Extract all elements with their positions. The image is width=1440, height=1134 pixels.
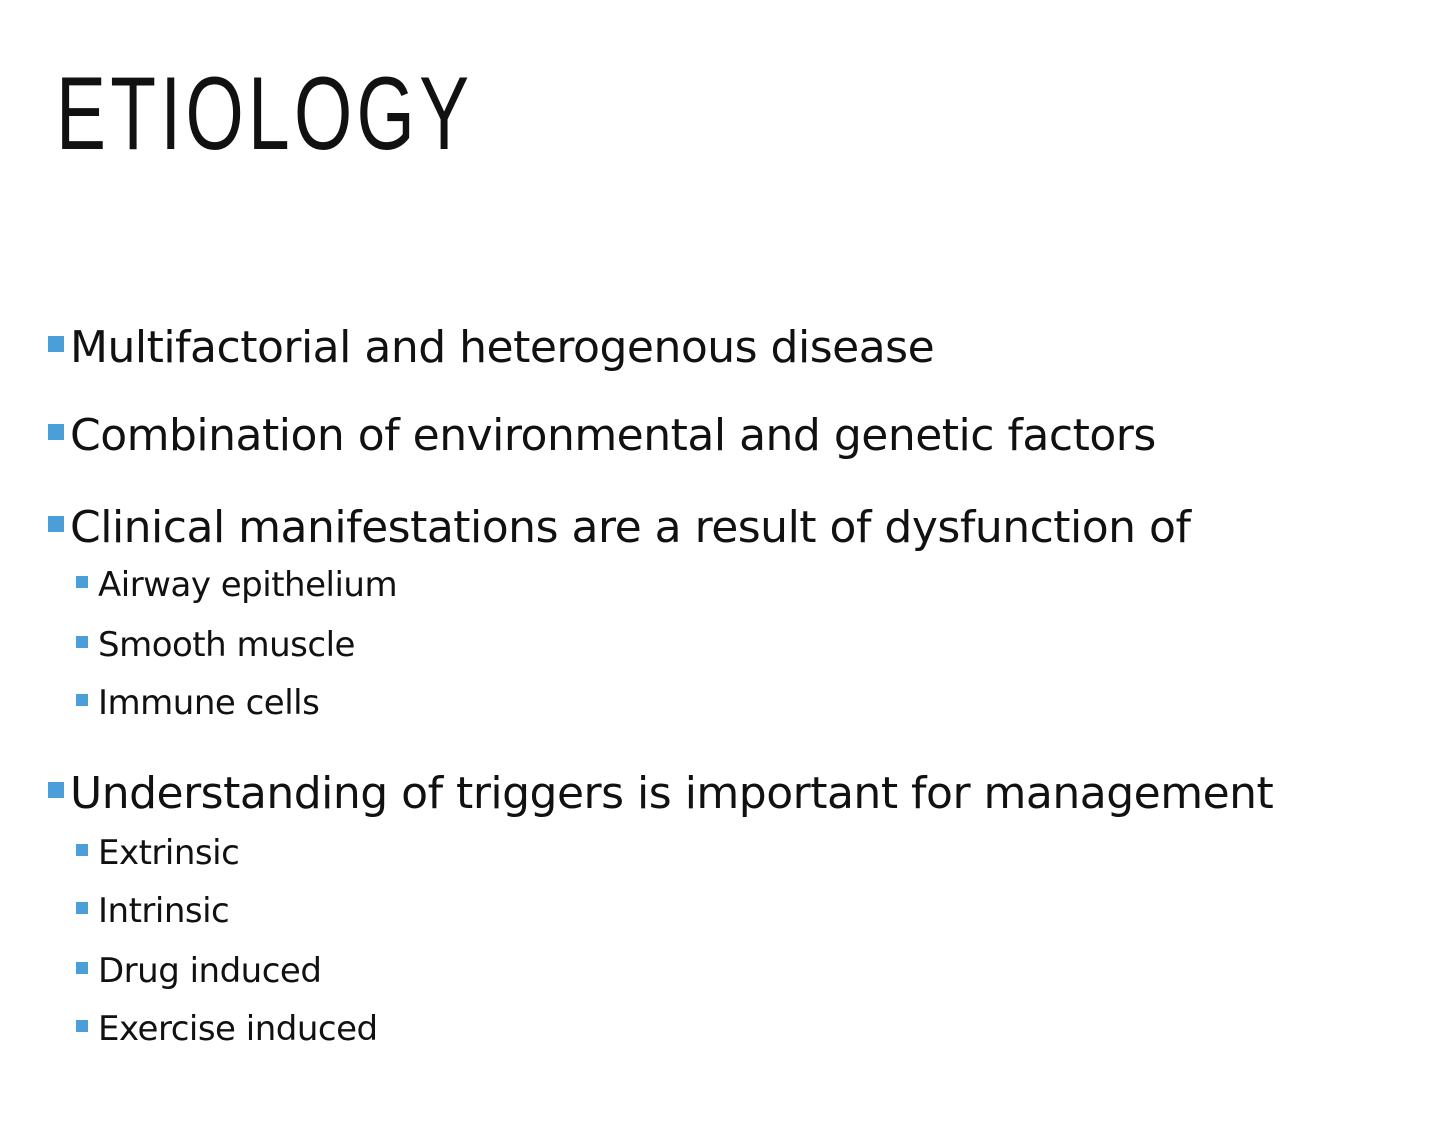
bullet-item bbox=[48, 500, 1190, 556]
sub-bullet-text: Exercise induced bbox=[98, 1009, 378, 1049]
sub-bullet-item bbox=[48, 564, 397, 606]
square-bullet-icon bbox=[76, 576, 88, 588]
square-bullet-icon bbox=[76, 1020, 88, 1032]
bullet-item bbox=[48, 408, 1156, 464]
bullet-text: Multifactorial and heterogenous disease bbox=[70, 322, 935, 373]
sub-bullet-item bbox=[48, 682, 319, 724]
bullet-item bbox=[48, 766, 1273, 822]
bullet-text: Clinical manifestations are a result of dysfunction of bbox=[70, 502, 1191, 553]
sub-bullet-item bbox=[48, 950, 321, 992]
square-bullet-icon bbox=[48, 424, 64, 440]
sub-bullet-item bbox=[48, 890, 229, 932]
sub-bullet-item bbox=[48, 832, 239, 874]
square-bullet-icon bbox=[48, 516, 64, 532]
square-bullet-icon bbox=[48, 336, 64, 352]
square-bullet-icon bbox=[76, 844, 88, 856]
bullet-item bbox=[48, 320, 934, 376]
bullet-text: Understanding of triggers is important for management bbox=[70, 768, 1274, 819]
sub-bullet-text: Extrinsic bbox=[98, 833, 240, 873]
slide-title: ETIOLOGY bbox=[56, 56, 474, 172]
sub-bullet-text: Immune cells bbox=[98, 683, 320, 723]
sub-bullet-text: Smooth muscle bbox=[98, 625, 355, 665]
sub-bullet-item bbox=[48, 624, 355, 666]
sub-bullet-item bbox=[48, 1008, 378, 1050]
square-bullet-icon bbox=[76, 962, 88, 974]
sub-bullet-text: Intrinsic bbox=[98, 891, 230, 931]
square-bullet-icon bbox=[76, 636, 88, 648]
square-bullet-icon bbox=[76, 902, 88, 914]
bullet-text: Combination of environmental and genetic factors bbox=[70, 410, 1156, 461]
sub-bullet-text: Airway epithelium bbox=[98, 565, 398, 605]
square-bullet-icon bbox=[76, 694, 88, 706]
square-bullet-icon bbox=[48, 782, 64, 798]
sub-bullet-text: Drug induced bbox=[98, 951, 322, 991]
